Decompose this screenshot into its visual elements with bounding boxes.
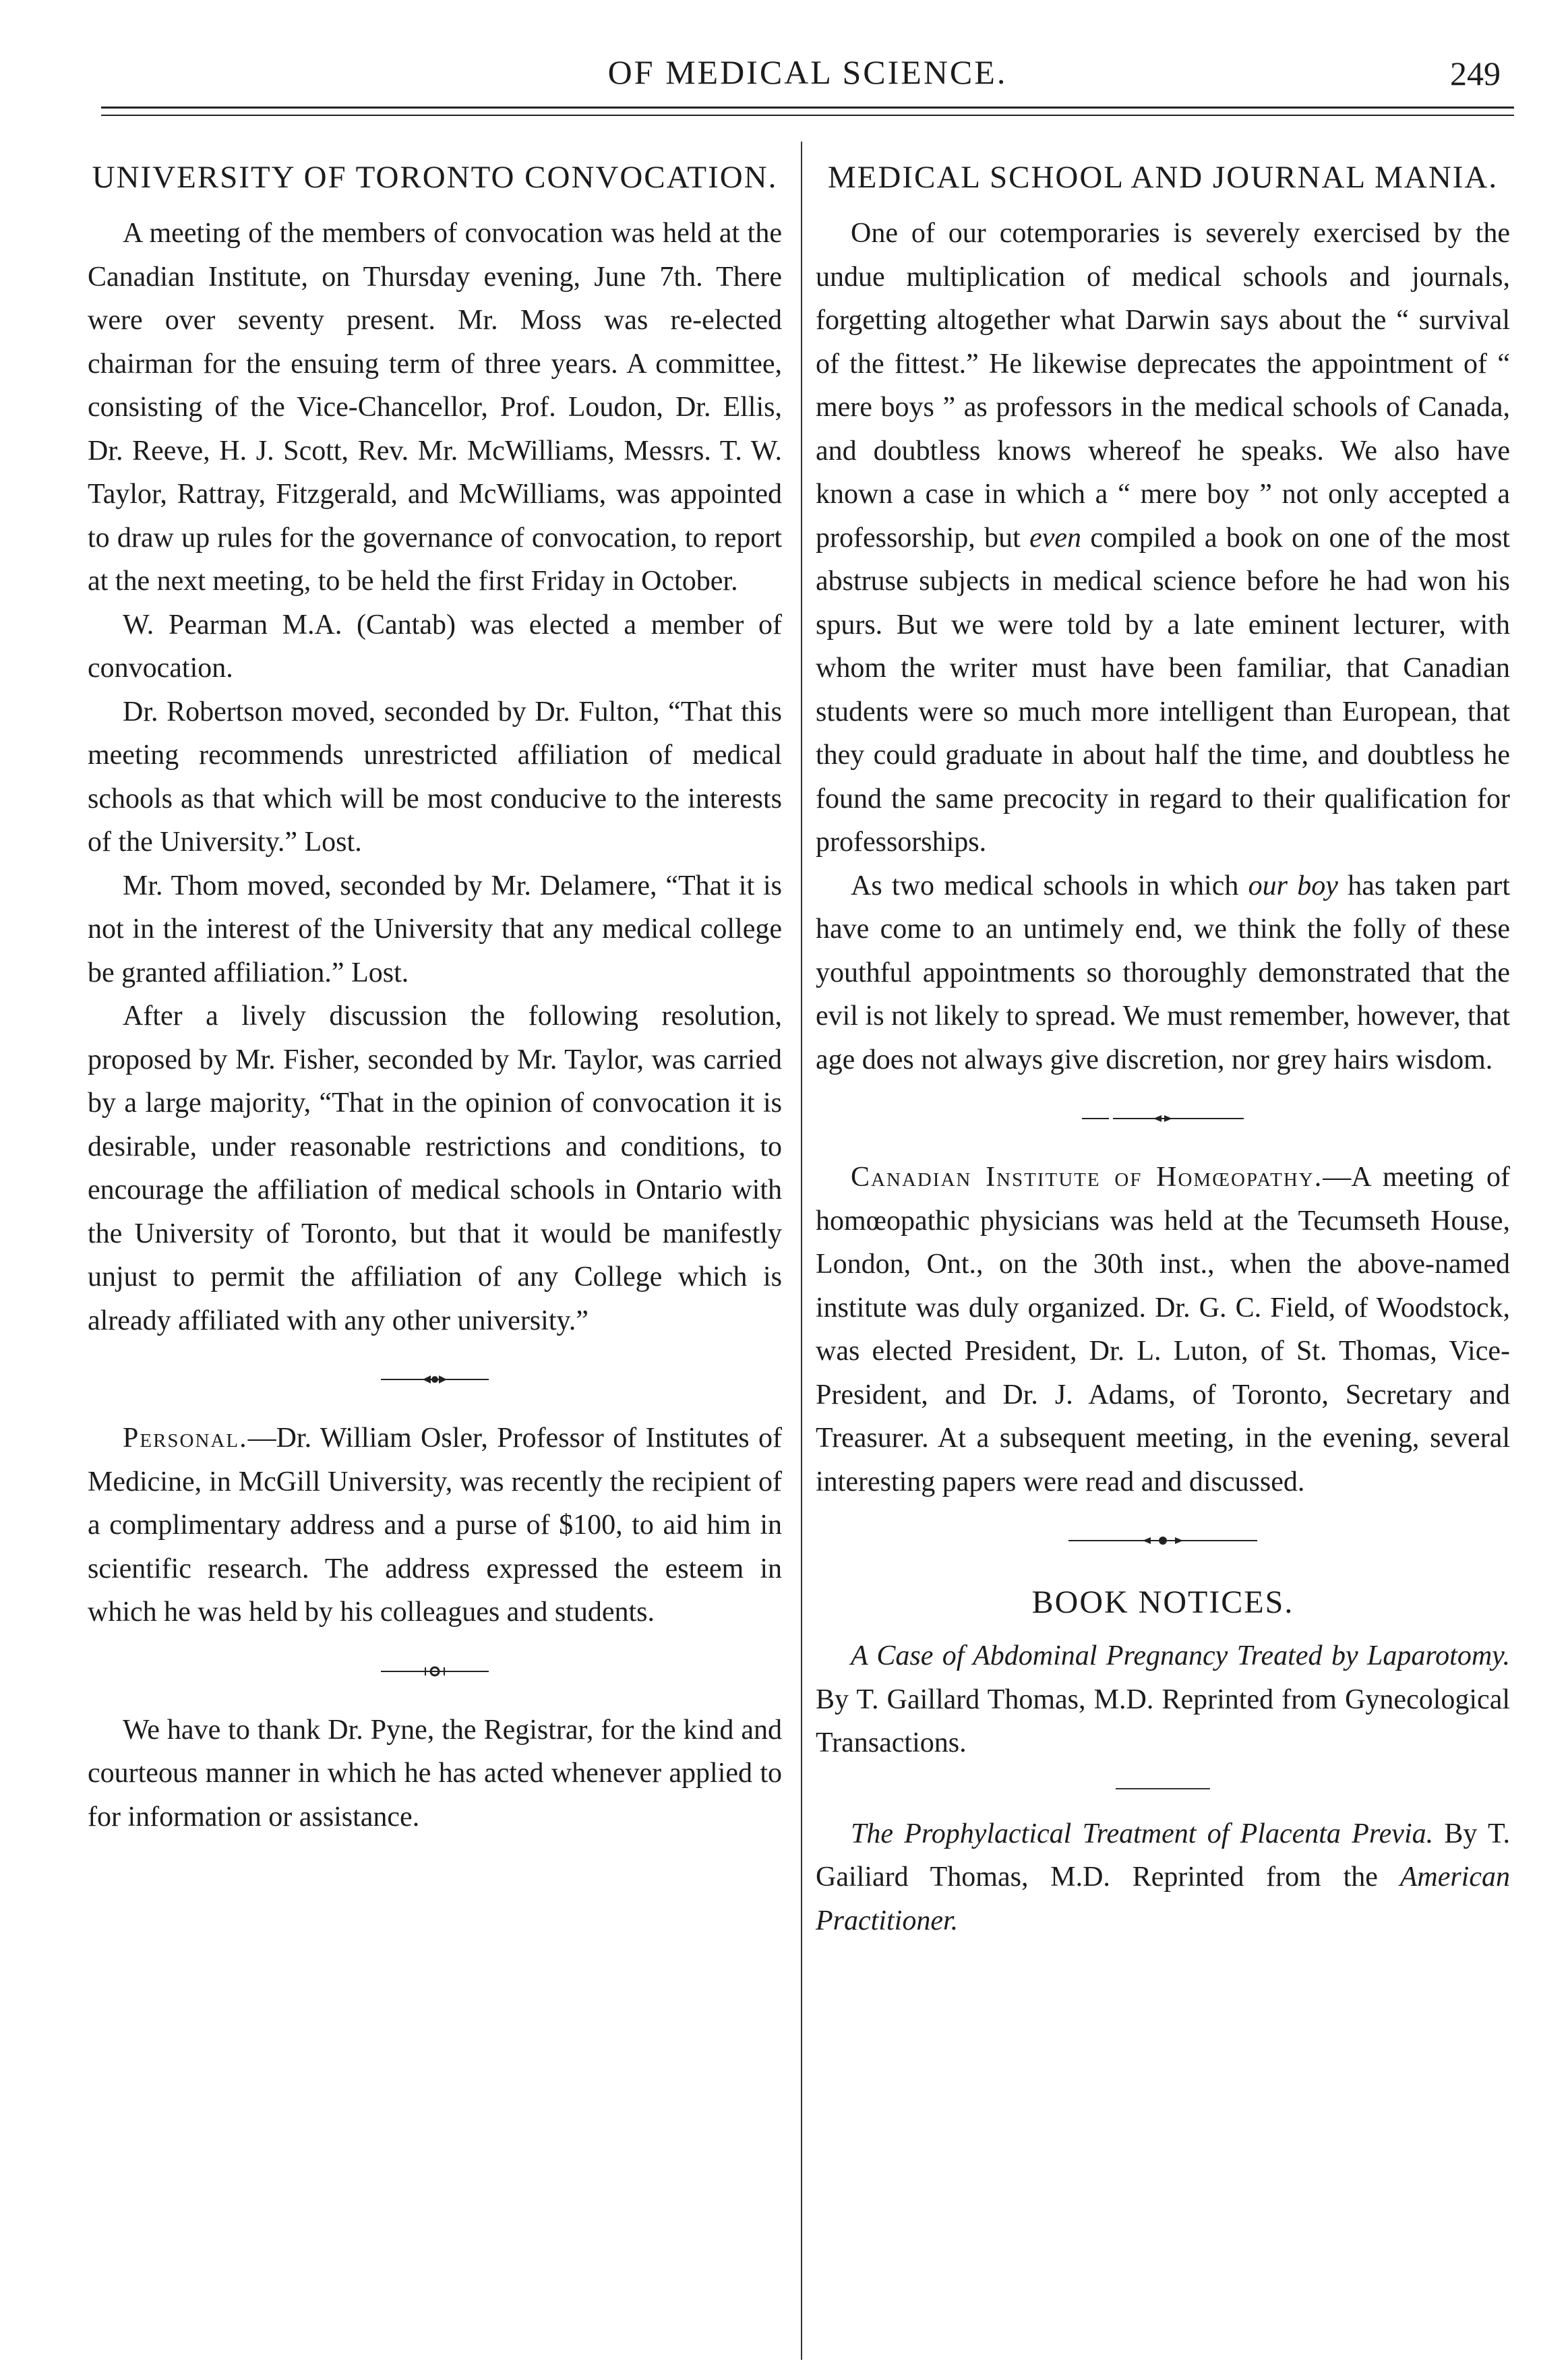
book-notice-2 [816,1812,1510,1943]
personal-text: —Dr. William Osler, Professor of Institutes of Medicine, in McGill University, was recently the recipient of a complimentary address and a purse of $100, to aid him in scientific research. The address expressed the esteem in which he was held by his colleagues and students. [88,1423,782,1628]
thanks-paragraph: We have to thank Dr. Pyne, the Registrar, for the kind and courteous manner in which he has acted whenever applied to for information or assistance. [88,1714,782,1833]
convocation-paragraph-1: A meeting of the members of convocation was held at the Canadian Institute, on Thursday evening, June 7th. There were over seventy present. Mr. Moss was re-elected chairman for the ensuing term of three years. A committee, consisting of the Vice-Chancellor, Prof. Loudon, Dr. Ellis, Dr. Reeve, H. J. Scott, Rev. Mr. McWilliams, Messrs. T. W. Taylor, Rattray, Fitzgerald, and McWilliams, was appointed to draw up rules for the governance of convocation, to report at the next meeting, to be held the first Friday in October. [88,218,782,597]
book-title: The Prophylactical Treatment of Placenta Previa. [851,1818,1434,1849]
right-column [816,156,1510,1942]
section-ornament [816,1504,1510,1578]
section-ornament [88,1342,782,1417]
section-ornament [816,1081,1510,1156]
mania-text: has taken part have come to an untimely end, we think the folly of these youthful appointments so thoroughly demonstrated that the evil is not likely to spread. We must remember, however, that age does not always give discretion, nor grey hairs wisdom. [816,870,1510,1075]
book-source: American Practitioner. [816,1862,1510,1936]
book-notices-heading: BOOK NOTICES. [1031,1584,1294,1620]
header-rule [101,107,1514,109]
convocation-paragraph-3: Dr. Robertson moved, seconded by Dr. Fulton, “That this meeting recommends unrestricted affiliation of medical schools as that which will be most conducive to the interests of the University.” Lost. [88,696,782,858]
header-rule-secondary [101,115,1514,116]
column-divider [801,142,802,2360]
mania-emphasis: our boy [1248,870,1338,901]
book-title: A Case of Abdominal Pregnancy Treated by Laparotomy. [851,1640,1510,1671]
left-column [88,156,782,1839]
convocation-paragraph-2: W. Pearman M.A. (Cantab) was elected a member of convocation. [88,609,782,684]
personal-lead: Personal. [123,1423,248,1454]
mania-paragraph-2 [816,864,1510,1082]
mania-text: As two medical schools in which [851,870,1248,901]
book-details: By T. Gaillard Thomas, M.D. Reprinted from Gynecological Transactions. [816,1684,1510,1758]
personal-paragraph [88,1417,782,1634]
mania-heading: MEDICAL SCHOOL AND JOURNAL MANIA. [827,160,1499,195]
homoeopathy-lead: Canadian Institute of Homœopathy. [851,1162,1323,1193]
convocation-paragraph-5: After a lively discussion the following resolution, proposed by Mr. Fisher, seconded by Mr. Taylor, was carried by a large majority, “That in the opinion of convocation it is desirable, under reasonable restrictions and conditions, to encourage the affiliation of medical schools in Ontario with the University of Toronto, but that it would be manifestly unjust to permit the affiliation of any College which is already affiliated with any other university.” [88,1001,782,1336]
mania-emphasis: even [1029,522,1082,554]
mania-text: compiled a book on one of the most abstruse subjects in medical science before he had won his spurs. But we were told by a late eminent lecturer, with whom the writer must have been familiar, that Canadian students were so much more intelligent than European, that they could graduate in about half the time, and doubtless he found the same precocity in regard to their qualification for professorships. [816,522,1510,858]
running-head [88,40,1528,94]
running-title: OF MEDICAL SCIENCE. [607,53,1008,91]
convocation-heading: UNIVERSITY OF TORONTO CONVOCATION. [92,160,778,195]
section-ornament [88,1634,782,1708]
book-notice-1 [816,1634,1510,1765]
page-number: 249 [1450,55,1501,92]
book-details: By T. Gailiard Thomas, M.D. Reprinted from the [816,1818,1510,1893]
mania-text: One of our cotemporaries is severely exercised by the undue multiplication of medical schools and journals, forgetting altogether what Darwin says about the “ survival of the fittest.” He likewise deprecates the appointment of “ mere boys ” as professors in the medical schools of Canada, and doubtless knows whereof he speaks. We also have known a case in which a “ mere boy ” not only accepted a professorship, but [816,218,1510,554]
convocation-paragraph-4: Mr. Thom moved, seconded by Mr. Delamere, “That it is not in the interest of the University that any medical college be granted affiliation.” Lost. [88,870,782,988]
mania-paragraph-1 [816,212,1510,864]
short-rule [816,1765,1510,1812]
homoeopathy-text: —A meeting of homœopathic physicians was held at the Tecumseth House, London, Ont., on the 30th inst., when the above-named institute was duly organized. Dr. G. C. Field, of Woodstock, was elected President, Dr. L. Luton, of St. Thomas, Vice-President, and Dr. J. Adams, of Toronto, Secretary and Treasurer. At a subsequent meeting, in the evening, several interesting papers were read and discussed. [816,1162,1511,1497]
homoeopathy-paragraph [816,1156,1510,1504]
